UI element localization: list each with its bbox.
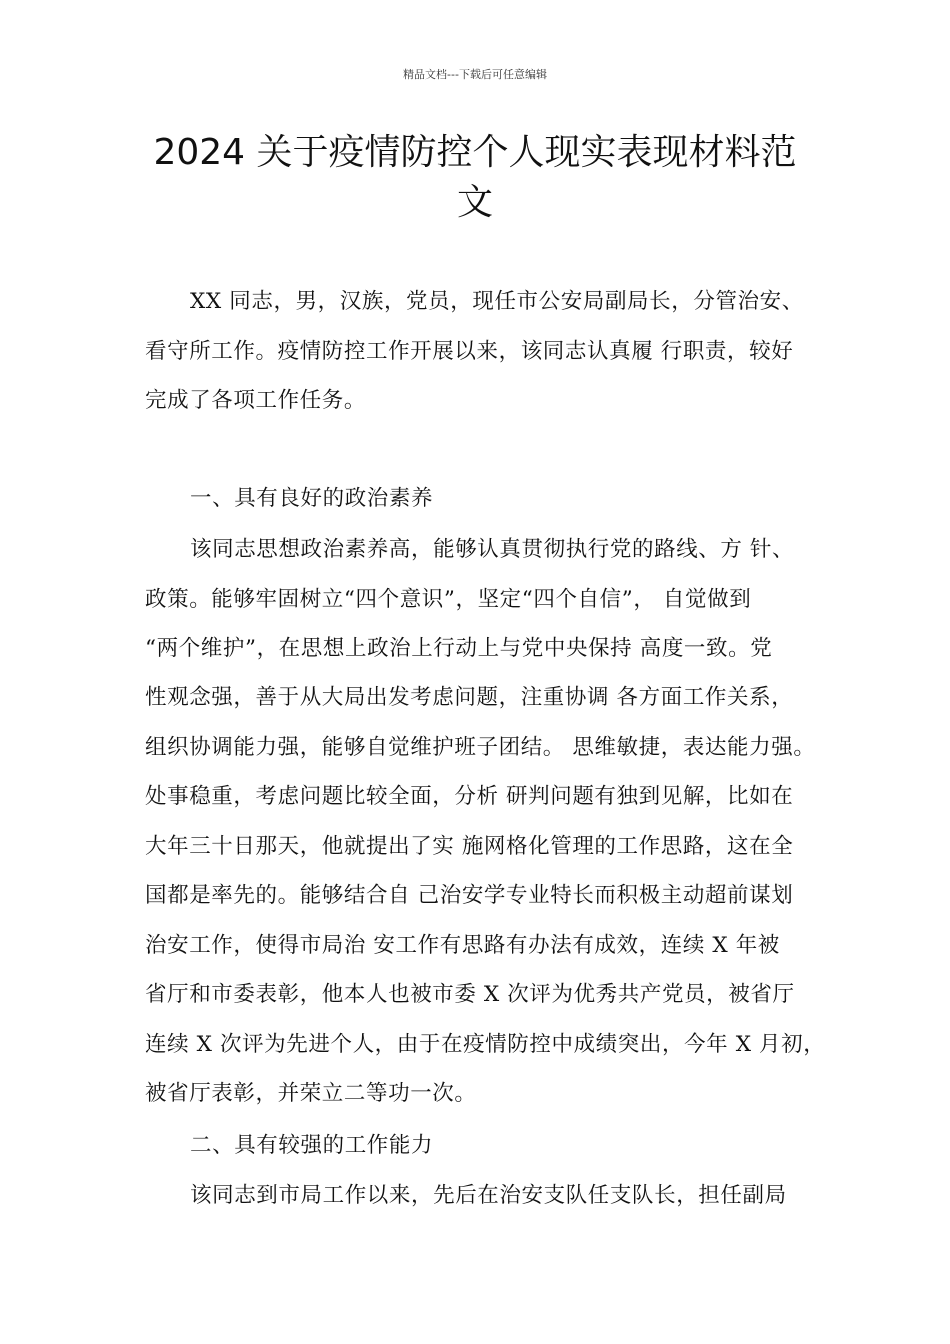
title-line-2: 文 — [456, 182, 493, 223]
paragraph-line: 该同志到市局工作以来，先后在治安支队任支队长，担任副局 — [190, 1183, 787, 1208]
paragraph-line: 治安工作，使得市局治 安工作有思路有办法有成效，连续 X 年被 — [145, 933, 780, 958]
paragraph-line: 性观念强，善于从大局出发考虑问题，注重协调 各方面工作关系， — [145, 685, 794, 710]
title-line-1: 2024 关于疫情防控个人现实表现材料范 — [153, 132, 797, 173]
paragraph-line: 被省厅表彰，并荣立二等功一次。 — [145, 1081, 477, 1106]
document-title — [140, 128, 810, 228]
paragraph-line: 国都是率先的。能够结合自 己治安学专业特长而积极主动超前谋划 — [145, 883, 794, 908]
paragraph-line: 完成了各项工作任务。 — [145, 388, 367, 413]
paragraph-line: 政策。能够牢固树立“四个意识”，坚定“四个自信”， 自觉做到 — [145, 587, 752, 612]
section-heading-1: 一、具有良好的政治素养 — [190, 486, 434, 511]
paragraph-line: 大年三十日那天，他就提出了实 施网格化管理的工作思路，这在全 — [145, 834, 794, 859]
section-heading-2: 二、具有较强的工作能力 — [190, 1133, 434, 1158]
paragraph-line: 看守所工作。疫情防控工作开展以来，该同志认真履 行职责，较好 — [145, 339, 794, 364]
paragraph-line: 该同志思想政治素养高，能够认真贯彻执行党的路线、方 针、 — [190, 537, 795, 562]
paragraph-line: 处事稳重，考虑问题比较全面，分析 研判问题有独到见解，比如在 — [145, 784, 794, 809]
paragraph-line: 组织协调能力强，能够自觉维护班子团结。 思维敏捷，表达能力强。 — [145, 735, 816, 760]
paragraph-line: XX 同志，男，汉族，党员，现任市公安局副局长，分管治安、 — [190, 289, 804, 314]
paragraph-line: 连续 X 次评为先进个人，由于在疫情防控中成绩突出，今年 X 月初， — [145, 1032, 826, 1057]
paragraph-line: “两个维护”，在思想上政治上行动上与党中央保持 高度一致。党 — [145, 636, 773, 661]
paragraph-line: 省厅和市委表彰，他本人也被市委 X 次评为优秀共产党员，被省厅 — [145, 982, 795, 1007]
page-header: 精品文档---下载后可任意编辑 — [403, 68, 547, 81]
